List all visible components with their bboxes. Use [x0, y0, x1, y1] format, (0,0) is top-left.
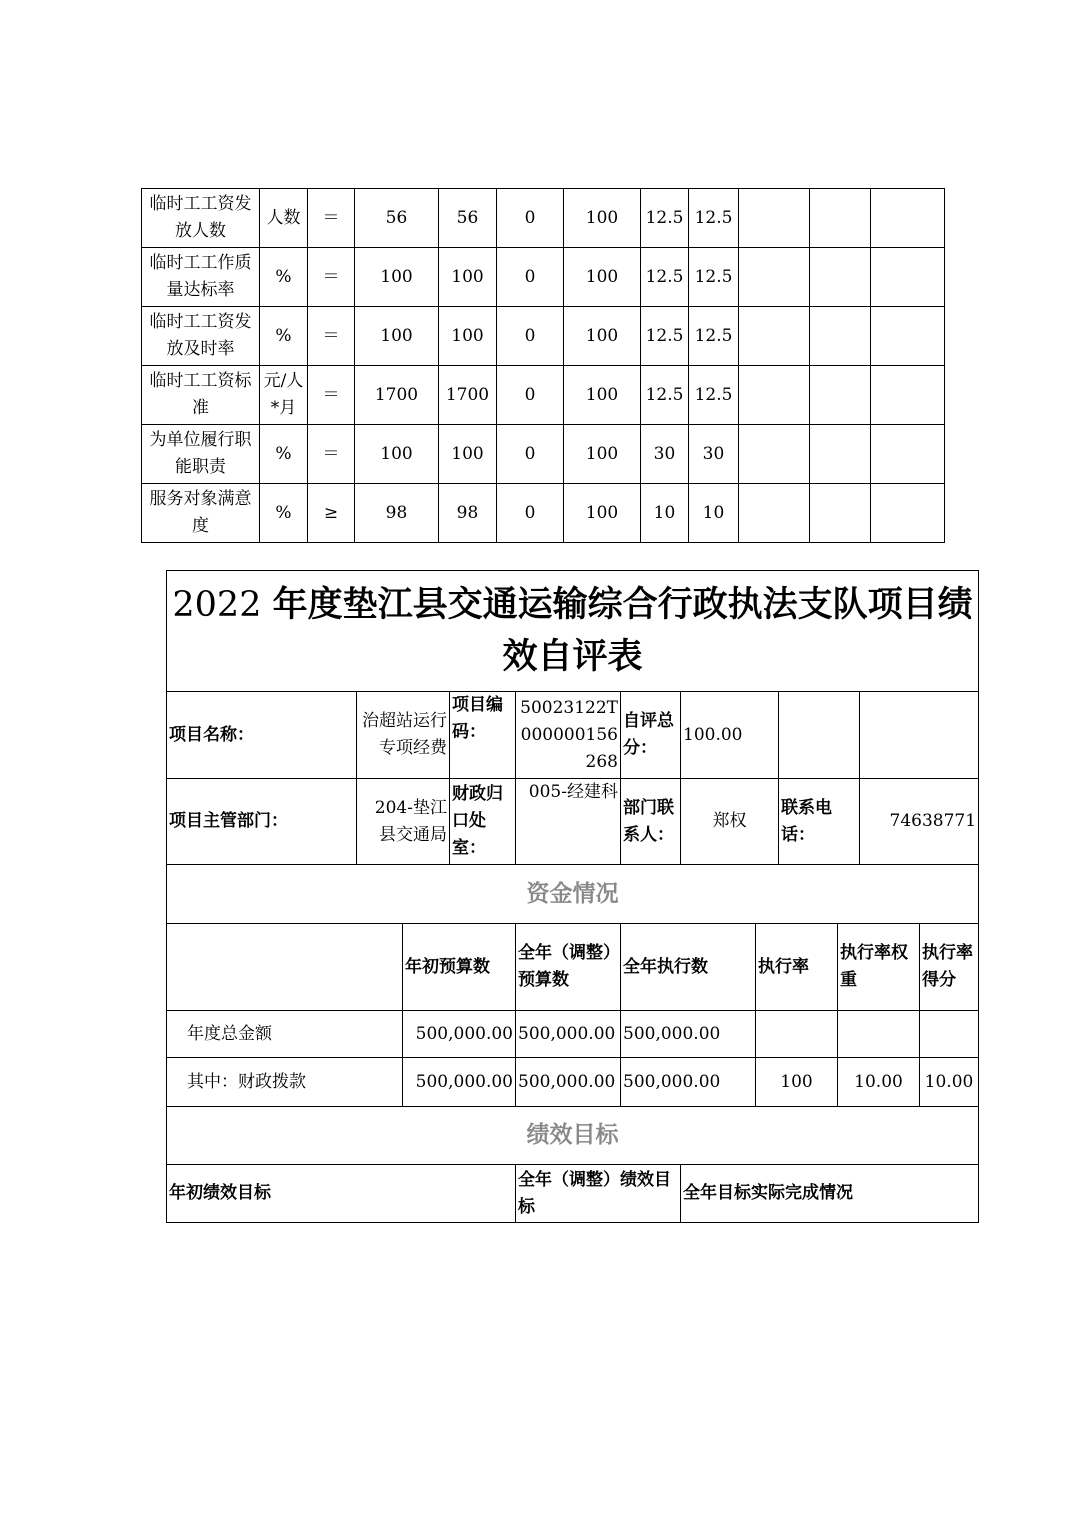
dept-label: 项目主管部门： [167, 779, 357, 865]
indicator-table [141, 188, 945, 543]
indicator-weight: 12.5 [641, 248, 689, 307]
indicator-op: ＝ [308, 189, 355, 248]
indicator-empty-cell [871, 366, 945, 425]
indicator-empty-cell [810, 189, 871, 248]
indicator-completion: 100 [564, 425, 641, 484]
indicator-deviation: 0 [497, 248, 564, 307]
finance-office-label: 财政归口处室： [450, 779, 516, 865]
indicator-annual-target: 98 [355, 484, 439, 543]
indicator-empty-cell [739, 248, 810, 307]
indicator-annual-target: 1700 [355, 366, 439, 425]
indicator-unit: % [260, 307, 308, 366]
indicator-empty-cell [871, 484, 945, 543]
empty-cell [167, 924, 403, 1011]
indicator-completion: 100 [564, 366, 641, 425]
indicator-empty-cell [739, 189, 810, 248]
funds-header-weight: 执行率权重 [838, 924, 920, 1011]
funds-row-rate [756, 1011, 838, 1058]
indicator-annual-target: 100 [355, 425, 439, 484]
indicator-weight: 12.5 [641, 366, 689, 425]
empty-cell [860, 692, 979, 779]
indicator-unit: 元/人*月 [260, 366, 308, 425]
self-score-value: 100.00 [681, 692, 779, 779]
finance-office-value: 005-经建科 [516, 779, 621, 865]
funds-row-initial: 500,000.00 [403, 1011, 516, 1058]
indicator-empty-cell [871, 425, 945, 484]
indicator-completion: 100 [564, 189, 641, 248]
dept-value: 204-垫江县交通局 [357, 779, 450, 865]
funds-header-initial: 年初预算数 [403, 924, 516, 1011]
indicator-empty-cell [739, 366, 810, 425]
indicator-op: ＝ [308, 366, 355, 425]
indicator-weight: 10 [641, 484, 689, 543]
indicator-empty-cell [810, 366, 871, 425]
indicator-op: ＝ [308, 425, 355, 484]
funds-header-rate: 执行率 [756, 924, 838, 1011]
funds-row-initial: 500,000.00 [403, 1058, 516, 1107]
indicator-score: 12.5 [689, 189, 739, 248]
indicator-deviation: 0 [497, 366, 564, 425]
funds-row-rate: 100 [756, 1058, 838, 1107]
indicator-deviation: 0 [497, 484, 564, 543]
indicator-empty-cell [739, 484, 810, 543]
indicator-name: 临时工工资标准 [142, 366, 260, 425]
indicator-adjusted-target: 1700 [439, 366, 497, 425]
project-name-label: 项目名称： [167, 692, 357, 779]
funds-row-adjusted: 500,000.00 [516, 1011, 621, 1058]
funds-row-label: 年度总金额 [167, 1011, 403, 1058]
indicator-score: 12.5 [689, 366, 739, 425]
indicator-annual-target: 100 [355, 307, 439, 366]
indicator-row [142, 189, 945, 248]
indicator-score: 12.5 [689, 307, 739, 366]
indicator-row [142, 307, 945, 366]
page-title [167, 571, 979, 692]
goals-initial-header: 年初绩效目标 [167, 1165, 516, 1223]
indicator-adjusted-target: 100 [439, 307, 497, 366]
indicator-weight: 12.5 [641, 189, 689, 248]
indicator-adjusted-target: 100 [439, 425, 497, 484]
indicator-op: ≥ [308, 484, 355, 543]
contact-label: 部门联系人： [621, 779, 681, 865]
contact-value: 郑权 [681, 779, 779, 865]
funds-header-adjusted: 全年（调整）预算数 [516, 924, 621, 1011]
indicator-unit: % [260, 248, 308, 307]
goals-actual-header: 全年目标实际完成情况 [681, 1165, 979, 1223]
self-score-label: 自评总分： [621, 692, 681, 779]
indicator-adjusted-target: 100 [439, 248, 497, 307]
indicator-name: 临时工工资发放人数 [142, 189, 260, 248]
funds-row-score: 10.00 [920, 1058, 979, 1107]
funds-header-executed: 全年执行数 [621, 924, 756, 1011]
empty-cell [779, 692, 860, 779]
project-code-value: 50023122T000000156268 [516, 692, 621, 779]
indicator-name: 服务对象满意度 [142, 484, 260, 543]
funds-row-label: 其中：财政拨款 [167, 1058, 403, 1107]
indicator-adjusted-target: 98 [439, 484, 497, 543]
evaluation-table [166, 570, 979, 1223]
funds-row-weight [838, 1011, 920, 1058]
goals-section-heading: 绩效目标 [167, 1107, 979, 1165]
indicator-row [142, 425, 945, 484]
funds-section-heading: 资金情况 [167, 865, 979, 924]
indicator-name: 临时工工作质量达标率 [142, 248, 260, 307]
funds-row-weight: 10.00 [838, 1058, 920, 1107]
indicator-row [142, 484, 945, 543]
indicator-adjusted-target: 56 [439, 189, 497, 248]
indicator-completion: 100 [564, 248, 641, 307]
funds-row-score [920, 1011, 979, 1058]
project-name-value: 治超站运行专项经费 [357, 692, 450, 779]
funds-row-executed: 500,000.00 [621, 1011, 756, 1058]
indicator-weight: 12.5 [641, 307, 689, 366]
indicator-empty-cell [871, 189, 945, 248]
indicator-score: 30 [689, 425, 739, 484]
indicator-row [142, 248, 945, 307]
indicator-unit: % [260, 484, 308, 543]
indicator-score: 10 [689, 484, 739, 543]
indicator-annual-target: 100 [355, 248, 439, 307]
funds-header-score: 执行率得分 [920, 924, 979, 1011]
indicator-completion: 100 [564, 307, 641, 366]
indicator-weight: 30 [641, 425, 689, 484]
indicator-row [142, 366, 945, 425]
indicator-unit: 人数 [260, 189, 308, 248]
goals-adjusted-header: 全年（调整）绩效目标 [516, 1165, 681, 1223]
indicator-deviation: 0 [497, 189, 564, 248]
indicator-empty-cell [810, 484, 871, 543]
indicator-empty-cell [739, 307, 810, 366]
indicator-empty-cell [871, 248, 945, 307]
indicator-empty-cell [810, 248, 871, 307]
indicator-name: 临时工工资发放及时率 [142, 307, 260, 366]
indicator-name: 为单位履行职能职责 [142, 425, 260, 484]
indicator-empty-cell [810, 425, 871, 484]
indicator-unit: % [260, 425, 308, 484]
indicator-deviation: 0 [497, 425, 564, 484]
indicator-op: ＝ [308, 248, 355, 307]
title-text: 年度垫江县交通运输综合行政执法支队项目绩效自评表 [272, 585, 973, 677]
indicator-op: ＝ [308, 307, 355, 366]
funds-row-executed: 500,000.00 [621, 1058, 756, 1107]
indicator-empty-cell [739, 425, 810, 484]
funds-row-adjusted: 500,000.00 [516, 1058, 621, 1107]
indicator-score: 12.5 [689, 248, 739, 307]
indicator-deviation: 0 [497, 307, 564, 366]
indicator-completion: 100 [564, 484, 641, 543]
phone-value: 74638771 [860, 779, 979, 865]
phone-label: 联系电话： [779, 779, 860, 865]
project-code-label: 项目编码： [450, 692, 516, 779]
indicator-empty-cell [810, 307, 871, 366]
title-year: 2022 [172, 585, 262, 625]
indicator-empty-cell [871, 307, 945, 366]
indicator-annual-target: 56 [355, 189, 439, 248]
